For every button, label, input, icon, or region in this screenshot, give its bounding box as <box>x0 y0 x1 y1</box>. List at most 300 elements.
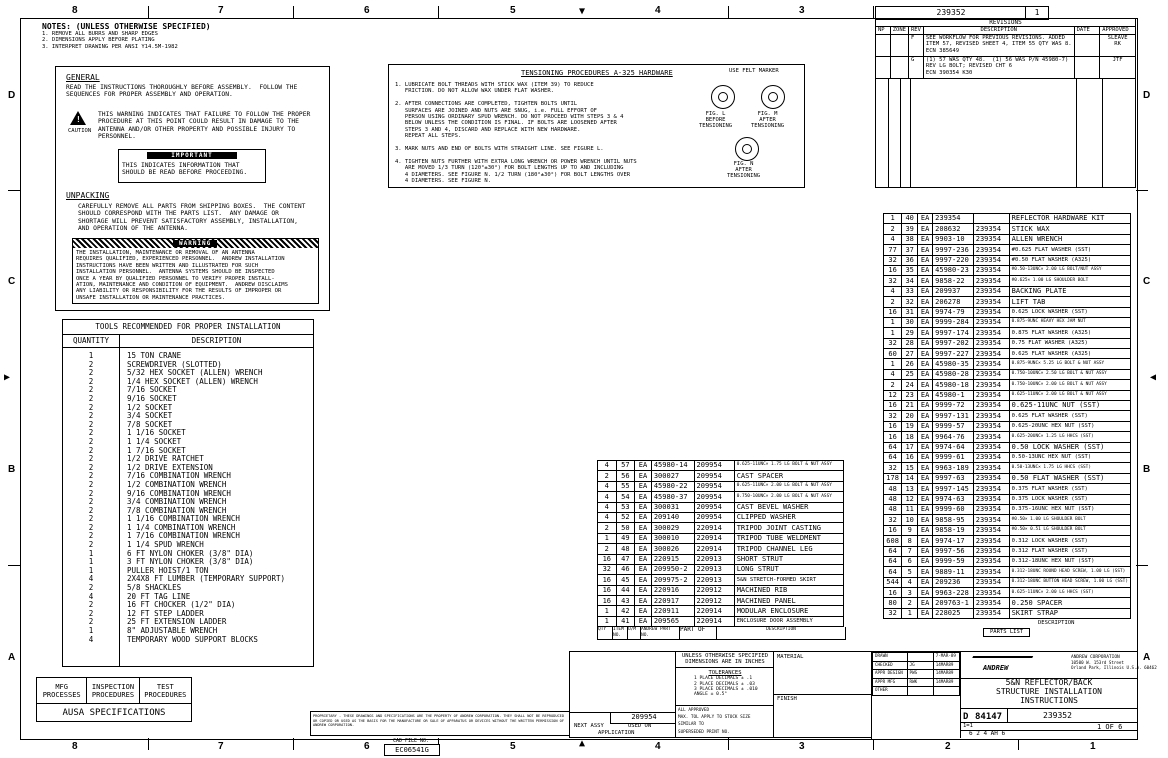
rev-col-line <box>910 79 911 187</box>
parts-row <box>884 359 1131 369</box>
tool-row <box>63 395 288 404</box>
part-desc: 0.75 FLAT WASHER (A325) <box>1009 338 1130 348</box>
tool-desc: 1/2 COMBINATION WRENCH <box>127 479 227 489</box>
fig-l-bolt-icon <box>711 85 735 109</box>
rev-col-line <box>1076 79 1077 187</box>
used-on-label: USED ON <box>628 723 652 729</box>
approval-row <box>873 670 960 679</box>
tool-qty: 4 <box>88 634 94 644</box>
revision-row <box>876 56 1136 78</box>
approval-date <box>933 687 959 696</box>
tool-qty: 1 <box>88 565 94 575</box>
parts-list-right <box>883 213 1131 637</box>
specs-header-row <box>37 678 192 704</box>
part-item: 50 <box>616 523 635 533</box>
tool-desc: 3 FT NYLON CHOKER (3/8" DIA) <box>127 557 254 567</box>
tool-desc: 1 1/4 SOCKET <box>127 436 182 446</box>
parts-row <box>884 546 1131 556</box>
part-item: 49 <box>616 533 635 543</box>
part-item: 46 <box>616 564 635 574</box>
tool-qty: 2 <box>88 368 94 378</box>
parts-row <box>598 492 844 502</box>
parts-row <box>598 554 844 564</box>
approval-role: OTHER <box>873 687 908 696</box>
part-number: 300031 <box>651 502 694 512</box>
part-desc: #0.50 FLAT WASHER (A325) <box>1009 255 1130 265</box>
parts-row <box>884 525 1131 535</box>
part-desc: 0.312 LOCK WASHER (SST) <box>1009 536 1130 546</box>
part-item: 9 <box>902 525 918 535</box>
corner-dwg-number: 239352 <box>875 6 1027 20</box>
part-um: EA <box>918 255 933 265</box>
part-qty: 4 <box>884 286 902 296</box>
parts-row <box>884 265 1131 275</box>
part-qty: 16 <box>884 265 902 275</box>
part-qty: 64 <box>884 442 902 452</box>
tool-desc: 7/8 COMBINATION WRENCH <box>127 505 227 515</box>
tool-qty: 2 <box>88 505 94 515</box>
center-arrow-bottom-icon: ▲ <box>579 738 586 749</box>
part-number: 300010 <box>651 533 694 543</box>
tool-desc: 3/4 COMBINATION WRENCH <box>127 497 227 507</box>
material-label: MATERIAL <box>777 654 804 660</box>
parts-row <box>884 234 1131 244</box>
tool-qty: 2 <box>88 428 94 438</box>
part-of: 239354 <box>973 307 1009 317</box>
part-um: EA <box>635 544 652 554</box>
tool-qty: 2 <box>88 531 94 541</box>
tick <box>148 6 149 18</box>
part-um: EA <box>918 359 933 369</box>
zone-right-a: A <box>1143 652 1151 663</box>
notes-block <box>42 22 211 50</box>
part-um: EA <box>918 608 933 618</box>
tool-desc: 1 7/16 COMBINATION WRENCH <box>127 531 240 541</box>
parts-mid-partof-header: PART OF <box>680 627 717 639</box>
part-item: 10 <box>902 515 918 525</box>
part-qty: 16 <box>884 588 902 598</box>
part-desc: #0.50× 0.51 LG SHOULDER BOLT <box>1009 525 1130 535</box>
part-qty: 2 <box>884 224 902 234</box>
part-desc: 0.375 LOCK WASHER (SST) <box>1009 494 1130 504</box>
tool-qty: 1 <box>88 548 94 558</box>
part-qty: 178 <box>884 473 902 483</box>
part-number: 9997-174 <box>933 328 974 338</box>
part-um: EA <box>635 533 652 543</box>
part-qty: 2 <box>598 471 617 481</box>
parts-row <box>598 461 844 471</box>
part-item: 18 <box>902 432 918 442</box>
specs-test: TEST PROCEDURES <box>139 678 191 704</box>
important-box <box>118 149 266 183</box>
part-number: 9997-202 <box>933 338 974 348</box>
parts-row <box>884 577 1131 587</box>
finish-fields: ALL APPROVED MAX. TOL APPLY TO STOCK SIZE SIMILAR TO SUPERSEDED PRINT NO. <box>676 705 774 737</box>
part-qty: 48 <box>884 494 902 504</box>
part-item: 19 <box>902 421 918 431</box>
tool-qty: 2 <box>88 445 94 455</box>
part-of: 239354 <box>973 598 1009 608</box>
part-of: 239354 <box>973 234 1009 244</box>
revision-date <box>1074 56 1100 78</box>
part-number: 220911 <box>651 606 694 616</box>
zone-left-d: D <box>8 90 16 101</box>
part-number: 45980-22 <box>651 481 694 491</box>
part-item: 12 <box>902 494 918 504</box>
tool-qty: 2 <box>88 600 94 610</box>
zone-bottom-1: 1 <box>1090 741 1096 752</box>
part-item: 33 <box>902 286 918 296</box>
part-desc: CAST BEVEL WASHER <box>734 502 843 512</box>
part-qty: 608 <box>884 536 902 546</box>
zone-left-a: A <box>8 652 16 663</box>
part-of: 239354 <box>973 556 1009 566</box>
tools-body <box>63 352 288 644</box>
tool-desc: 2X4X8 FT LUMBER (TEMPORARY SUPPORT) <box>127 574 286 584</box>
part-desc: 0.625-11UNC× 2.00 LG BOLT & NUT ASSY <box>734 481 843 491</box>
part-qty: 16 <box>884 401 902 411</box>
caution-label: CAUTION <box>68 128 92 134</box>
part-number: 209565 <box>651 616 694 626</box>
part-um: EA <box>635 481 652 491</box>
important-label: IMPORTANT <box>147 152 237 159</box>
parts-list-title: PARTS LIST <box>983 628 1030 636</box>
part-of: 239354 <box>973 401 1009 411</box>
part-number: 9997-131 <box>933 411 974 421</box>
part-number: 9974-17 <box>933 536 974 546</box>
exclamation-icon: ! <box>76 115 81 124</box>
zone-bottom-4: 4 <box>655 741 661 752</box>
revision-zone <box>890 56 908 78</box>
part-um: EA <box>918 504 933 514</box>
tools-divider <box>119 348 120 666</box>
part-number: 45980-28 <box>933 369 974 379</box>
part-of: 239354 <box>973 380 1009 390</box>
drawing-title: 5&N REFLECTOR/BACK STRUCTURE INSTALLATION INSTRUCTIONS <box>960 678 1137 709</box>
part-item: 4 <box>902 577 918 587</box>
part-desc: CLIPPED WASHER <box>734 512 843 522</box>
zone-right-b: B <box>1143 464 1151 475</box>
approval-row <box>873 661 960 670</box>
parts-mid-um-header: U/M <box>628 627 641 639</box>
part-qty: 32 <box>598 564 617 574</box>
part-qty: 48 <box>884 484 902 494</box>
revisions-header: DATE <box>1074 27 1100 35</box>
part-number: 9997-227 <box>933 349 974 359</box>
center-arrow-top-icon: ▼ <box>579 6 586 17</box>
part-number: 239354 <box>933 214 974 224</box>
tick <box>148 738 149 750</box>
part-desc: TRIPOD CHANNEL LEG <box>734 544 843 554</box>
zone-bottom-2: 2 <box>945 741 951 752</box>
part-um: EA <box>918 265 933 275</box>
tick <box>1136 190 1148 191</box>
parts-row <box>884 588 1131 598</box>
dims-note: UNLESS OTHERWISE SPECIFIED DIMENSIONS ARE IN INCHES <box>676 652 774 668</box>
part-number: 9999-61 <box>933 452 974 462</box>
parts-mid-part-header: ANDREW PART NO. <box>641 627 680 639</box>
part-um: EA <box>918 234 933 244</box>
tool-qty: 1 <box>88 351 94 360</box>
tolerances-block <box>675 651 775 738</box>
part-of: 239354 <box>973 224 1009 234</box>
tool-qty: 2 <box>88 462 94 472</box>
part-qty: 64 <box>884 567 902 577</box>
part-number: 300027 <box>651 471 694 481</box>
part-qty: 32 <box>884 338 902 348</box>
corner-sheet-number: 1 <box>1025 6 1049 20</box>
parts-row <box>598 512 844 522</box>
part-um: EA <box>918 525 933 535</box>
rev-col-line <box>888 79 889 187</box>
part-qty: 4 <box>884 369 902 379</box>
proprietary-text: PROPRIETARY - THESE DRAWINGS AND SPECIFICATIONS ARE THE PROPERTY OF ANDREW CORPORATION. THEY SHALL NOT BE REPRODUCED OR COPIED OR USED AS THE BASIS FOR THE MANUFACTURE OR SALE OF APPARATUS OR DEVICES WITHOUT THE WRITTEN PERMISSION OF ANDREW CORPORATION. <box>313 714 564 727</box>
part-item: 6 <box>902 556 918 566</box>
part-um: EA <box>918 556 933 566</box>
part-qty: 1 <box>598 616 617 626</box>
tick <box>8 565 20 566</box>
revision-rev: G <box>908 56 923 78</box>
part-qty: 1 <box>884 317 902 327</box>
title-numbers <box>960 708 1137 738</box>
cad-file-number: EC06541G <box>384 744 440 756</box>
part-qty: 16 <box>598 596 617 606</box>
part-item: 7 <box>902 546 918 556</box>
parts-row <box>884 390 1131 400</box>
parts-row <box>598 616 844 626</box>
tools-title: TOOLS RECOMMENDED FOR PROPER INSTALLATION <box>63 320 313 335</box>
rev-col-line <box>1102 79 1103 187</box>
material-finish-block <box>773 651 873 738</box>
part-desc: 0.250 SPACER <box>1009 598 1130 608</box>
part-number: 9997-56 <box>933 546 974 556</box>
part-desc: LIFT TAB <box>1009 297 1130 307</box>
tools-table <box>62 319 314 667</box>
part-of: 209954 <box>694 461 734 471</box>
part-desc: 0.875 FLAT WASHER (A325) <box>1009 328 1130 338</box>
zone-top-7: 7 <box>218 5 224 16</box>
part-of: 239354 <box>973 484 1009 494</box>
part-desc: 0.875-9UNC× 5.25 LG BOLT & NUT ASSY <box>1009 359 1130 369</box>
parts-row <box>884 380 1131 390</box>
approval-date: 14MAR89 <box>933 670 959 679</box>
unpacking-text: CAREFULLY REMOVE ALL PARTS FROM SHIPPING BOXES. THE CONTENT SHOULD CORRESPOND WITH THE PARTS LIST. ANY DAMAGE OR SHORTAGE WILL PREVENT SATISFACTORY ASSEMBLY, INSTALLATION, AND OPERATION OF THE ANTENNA. <box>78 203 306 232</box>
part-number: 220916 <box>651 585 694 595</box>
tool-desc: 5/32 HEX SOCKET (ALLEN) WRENCH <box>127 368 263 378</box>
tool-desc: 1/2 DRIVE EXTENSION <box>127 462 213 472</box>
revision-np <box>876 56 891 78</box>
notes-title: NOTES: (UNLESS OTHERWISE SPECIFIED) <box>42 22 211 31</box>
parts-row <box>884 494 1131 504</box>
part-qty: 60 <box>884 349 902 359</box>
part-um: EA <box>918 390 933 400</box>
part-of: 239354 <box>973 276 1009 286</box>
part-desc: 0.625-11UNC× 1.75 LG BOLT & NUT ASSY <box>734 461 843 471</box>
parts-row <box>884 286 1131 296</box>
part-item: 44 <box>616 585 635 595</box>
part-item: 3 <box>902 588 918 598</box>
part-desc: 0.625 FLAT WASHER (A325) <box>1009 349 1130 359</box>
brand-name: ANDREW <box>983 664 1009 672</box>
tool-qty: 2 <box>88 522 94 532</box>
parts-row <box>598 481 844 491</box>
approval-table <box>872 652 960 696</box>
parts-list-mid <box>597 460 846 640</box>
part-um: EA <box>918 214 933 224</box>
part-item: 36 <box>902 255 918 265</box>
part-number: 209763-1 <box>933 598 974 608</box>
scale-value: 1=1 <box>963 723 973 729</box>
part-desc: SKIRT STRAP <box>1009 608 1130 618</box>
part-item: 24 <box>902 380 918 390</box>
part-of: 239354 <box>973 317 1009 327</box>
part-item: 37 <box>902 245 918 255</box>
part-of: 209954 <box>694 502 734 512</box>
parts-mid-desc-header: DESCRIPTION <box>766 627 796 633</box>
part-number: 9999-72 <box>933 401 974 411</box>
tool-desc: 7/16 SOCKET <box>127 385 177 395</box>
parts-row <box>884 504 1131 514</box>
tensioning-title: TENSIONING PROCEDURES A-325 HARDWARE <box>521 69 673 77</box>
tool-qty: 2 <box>88 488 94 498</box>
part-desc: ALLEN WRENCH <box>1009 234 1130 244</box>
revisions-header-row <box>876 27 1136 35</box>
part-item: 45 <box>616 575 635 585</box>
tool-qty: 4 <box>88 574 94 584</box>
tool-qty: 2 <box>88 419 94 429</box>
part-desc: 0.625-20UNC× 1.25 LG HHCS (SST) <box>1009 432 1130 442</box>
part-item: 56 <box>616 471 635 481</box>
part-um: EA <box>918 297 933 307</box>
parts-right-footer <box>883 619 1131 637</box>
approval-role: DRAWN <box>873 653 908 662</box>
part-desc: REFLECTOR HARDWARE KIT <box>1009 214 1130 224</box>
parts-mid-qty-header: QTY <box>598 627 613 639</box>
parts-row <box>884 297 1131 307</box>
part-number: 228025 <box>933 608 974 618</box>
fig-n-label: FIG. N AFTER TENSIONING <box>727 161 761 179</box>
revisions-header: APPROVED <box>1100 27 1136 35</box>
part-um: EA <box>635 564 652 574</box>
part-number: 9974-63 <box>933 494 974 504</box>
part-um: EA <box>918 536 933 546</box>
approval-role: APPR MFG <box>873 678 908 687</box>
tool-qty: 2 <box>88 411 94 421</box>
tick <box>8 190 20 191</box>
part-desc: 0.312-18UNC ROUND HEAD SCREW, 1.00 LG (SST) <box>1009 567 1130 577</box>
part-desc: 0.312-18UNC BUTTON HEAD SCREW, 1.00 LG (SST) <box>1009 577 1130 587</box>
part-number: 9997-145 <box>933 484 974 494</box>
revision-np <box>876 34 891 56</box>
part-item: 28 <box>902 338 918 348</box>
rev-col-line <box>900 79 901 187</box>
tool-desc: 20 FT TAG LINE <box>127 591 191 601</box>
parts-row <box>598 471 844 481</box>
specs-inspection: INSPECTION PROCEDURES <box>87 678 139 704</box>
part-qty: 32 <box>884 608 902 618</box>
part-item: 15 <box>902 463 918 473</box>
zone-top-4: 4 <box>655 5 661 16</box>
warning-box <box>72 238 319 304</box>
general-title: GENERAL <box>66 73 100 82</box>
parts-row <box>598 533 844 543</box>
part-of: 239354 <box>973 536 1009 546</box>
part-number: 9858-95 <box>933 515 974 525</box>
application-label: APPLICATION <box>598 730 635 736</box>
part-number: 45980-37 <box>651 492 694 502</box>
approval-date: 7-MAR-89 <box>933 653 959 662</box>
part-qty: 1 <box>884 214 902 224</box>
part-number: 208632 <box>933 224 974 234</box>
part-number: 9903-10 <box>933 234 974 244</box>
part-um: EA <box>918 286 933 296</box>
part-qty: 544 <box>884 577 902 587</box>
tick <box>293 738 294 750</box>
part-desc: #0.50-13UNC× 2.00 LG BOLT/NUT ASSY <box>1009 265 1130 275</box>
part-number: 9997-236 <box>933 245 974 255</box>
part-desc: 0.375-16UNC HEX NUT (SST) <box>1009 504 1130 514</box>
part-number: 9974-79 <box>933 307 974 317</box>
part-qty: 80 <box>884 598 902 608</box>
parts-row <box>884 432 1131 442</box>
part-of: 239354 <box>973 369 1009 379</box>
revisions-block <box>875 18 1136 188</box>
part-of: 209954 <box>694 471 734 481</box>
part-qty: 12 <box>884 390 902 400</box>
part-desc: 0.625 LOCK WASHER (SST) <box>1009 307 1130 317</box>
center-arrow-left-icon: ▶ <box>4 372 11 383</box>
part-qty: 4 <box>598 512 617 522</box>
tick <box>728 738 729 750</box>
part-item: 47 <box>616 554 635 564</box>
part-number: 9999-60 <box>933 504 974 514</box>
part-of: 220914 <box>694 533 734 543</box>
part-of: 239354 <box>973 494 1009 504</box>
tool-desc: PULLER HOIST/1 TON <box>127 565 209 575</box>
tool-desc: 7/8 SOCKET <box>127 419 173 429</box>
tools-col-qty: QUANTITY <box>63 335 120 347</box>
part-item: 20 <box>902 411 918 421</box>
approval-date: 14MAR89 <box>933 678 959 687</box>
parts-row <box>884 536 1131 546</box>
specifications-box <box>36 677 192 722</box>
approval-name: PWS <box>907 670 933 679</box>
part-qty: 2 <box>598 544 617 554</box>
part-item: 41 <box>616 616 635 626</box>
part-um: EA <box>918 577 933 587</box>
zone-right-c: C <box>1143 276 1151 287</box>
approval-row <box>873 653 960 662</box>
warning-label: WARNING <box>173 240 217 247</box>
part-number: 300026 <box>651 544 694 554</box>
part-of: 239354 <box>973 608 1009 618</box>
zone-top-6: 6 <box>364 5 370 16</box>
tick <box>873 6 874 18</box>
tool-desc: 9/16 COMBINATION WRENCH <box>127 488 231 498</box>
revision-zone <box>890 34 908 56</box>
part-um: EA <box>918 463 933 473</box>
part-of: 239354 <box>973 504 1009 514</box>
important-text: THIS INDICATES INFORMATION THAT SHOULD BE READ BEFORE PROCEEDING. <box>122 162 248 177</box>
tool-qty: 2 <box>88 402 94 412</box>
part-of: 239354 <box>973 265 1009 275</box>
part-um: EA <box>918 494 933 504</box>
part-desc: ENCLOSURE DOOR ASSEMBLY <box>734 616 843 626</box>
part-item: 53 <box>616 502 635 512</box>
part-qty: 32 <box>884 463 902 473</box>
part-of: 209954 <box>694 492 734 502</box>
approval-name: JG <box>907 661 933 670</box>
